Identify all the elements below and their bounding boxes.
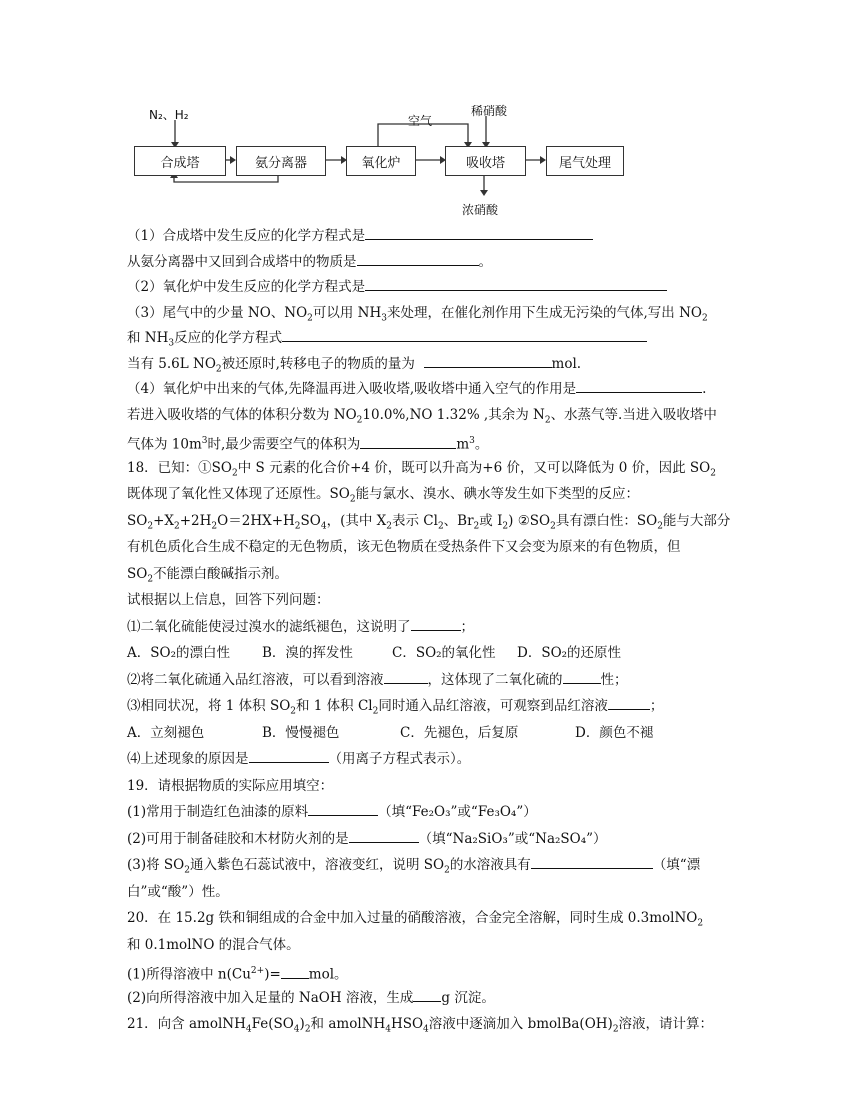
option-c: C．SO₂的氧化性	[392, 645, 496, 661]
q18-line6: 试根据以上信息，回答下列问题：	[127, 592, 330, 608]
q19-a1: (1)常用于制造红色油漆的原料 （填“Fe₂O₃”或“Fe₃O₄”）	[127, 799, 737, 826]
question-text	[127, 224, 737, 1038]
q18-sub2: ⑵将二氧化硫通入品红溶液，可以看到溶液 ，这体现了二氧化硫的 性；	[127, 667, 737, 694]
q-p3c: 当有 5.6L $NO_2$被还原时,转移电子的物质的量为 mol.	[127, 352, 737, 378]
air-label: 空气	[408, 114, 433, 128]
q18-options1	[127, 640, 737, 667]
output-label: 浓硝酸	[462, 203, 499, 217]
q-p4b: 若进入吸收塔的气体的体积分数为 $NO_210.0\%,NO$ 1.32% ,其余为 $N_2$、水蒸气等.当进入吸收塔中	[127, 406, 717, 426]
q20-line2: 和 0.1molNO 的混合气体。	[127, 936, 300, 953]
q-p4c: 气体为 $10m^3$时,最少需要空气的体积为 $m^3$。	[127, 428, 737, 455]
option-c: C．先褪色，后复原	[400, 724, 519, 741]
q19-title: 19．请根据物质的实际应用填空：	[127, 777, 334, 794]
flow-diagram	[128, 102, 628, 220]
q18-line1: 18．已知：$①SO_2$中 S 元素的化合价+4 价，既可以升高为+6 价，又可以降低为 0 价，因此 $SO_2$	[127, 459, 716, 479]
q-p3b: 和 $NH_3$反应的化学方程式	[127, 326, 737, 352]
box-absorption-tower: 吸收塔	[445, 146, 526, 176]
option-d: D．SO₂的还原性	[517, 645, 622, 661]
q20-line1: 20．在 15.2g 铁和铜组成的合金中加入过量的硝酸溶液，合金完全溶解，同时生成 0.3molNO$_2$	[127, 910, 704, 929]
q21-line1: 21．向含 $amolNH_4Fe(SO_4)_2$和 $amolNH_4HSO_4$溶液中逐滴加入 $bmolBa(OH)_2$溶液，请计算：	[127, 1016, 714, 1035]
dilute-acid-label: 稀硝酸	[471, 104, 508, 118]
q-p2: （2）氧化炉中发生反应的化学方程式是	[127, 275, 737, 301]
option-a: A．立刻褪色	[127, 724, 205, 741]
q18-sub4: ⑷上述现象的原因是 （用离子方程式表示）。	[127, 746, 737, 773]
q19-a2: (2)可用于制备硅胶和木材防火剂的是 （填“Na₂SiO₃”或“Na₂SO₄”）	[127, 826, 737, 853]
option-b: B．慢慢褪色	[262, 724, 340, 741]
q18-line5: $SO_2$不能漂白酸碱指示剂。	[127, 565, 289, 585]
q19-a3b: 白”或“酸”）性。	[127, 883, 229, 900]
q20-a2: (2)向所得溶液中加入足量的 NaOH 溶液，生成 g 沉淀。	[127, 985, 737, 1012]
option-a: A．SO₂的漂白性	[127, 645, 230, 661]
q-p1a: （1）合成塔中发生反应的化学方程式是	[127, 224, 737, 250]
option-b: B．溴的挥发性	[262, 645, 353, 661]
q20-a1: (1)所得溶液中 $n(Cu^{2+})=$ mol。	[127, 958, 737, 985]
q18-line2: 既体现了氧化性又体现了还原性。$SO_2$能与氯水、溴水、碘水等发生如下类型的反应：	[127, 486, 640, 505]
q-p3a: （3）尾气中的少量 NO、$NO_2$可以用 $NH_3$来处理，在催化剂作用下生成无污染的气体,写出 $NO_2$	[127, 304, 708, 324]
q18-sub1: ⑴二氧化硫能使浸过溴水的滤纸褪色，这说明了 ；	[127, 614, 737, 641]
q-p4a: （4）氧化炉中出来的气体,先降温再进入吸收塔,吸收塔中通入空气的作用是 .	[127, 377, 737, 403]
q18-line4: 有机色质化合生成不稳定的无色物质，该无色物质在受热条件下又会变为原来的有色物质，但	[127, 539, 681, 555]
box-synthesis-tower: 合成塔	[134, 146, 226, 176]
box-ammonia-separator: 氨分离器	[236, 146, 326, 176]
option-d: D．颜色不褪	[575, 724, 654, 741]
input-label: N₂、H₂	[149, 108, 189, 122]
q18-options2	[127, 720, 737, 747]
q19-a3: (3)将 $SO_2$通入紫色石蕊试液中，溶液变红，说明 $SO_2$的水溶液具有 （填“漂	[127, 852, 737, 879]
box-oxidation-furnace: 氧化炉	[346, 146, 416, 176]
q18-line3: $SO_2+X_2+2H_2O=2HX+H_2SO_4$，(其中 $X_2$表示 $Cl_2$、$Br_2$或 $I_2$) $②SO_2$具有漂白性：$SO_2$能与大部分	[127, 512, 731, 532]
q-p1b: 从氨分离器中又回到合成塔中的物质是 。	[127, 250, 737, 276]
q18-sub3: ⑶相同状况，将 1 体积 $SO_2$和 1 体积 $Cl_2$同时通入品红溶液，可观察到品红溶液 ；	[127, 693, 737, 720]
box-tail-gas: 尾气处理	[546, 146, 624, 176]
